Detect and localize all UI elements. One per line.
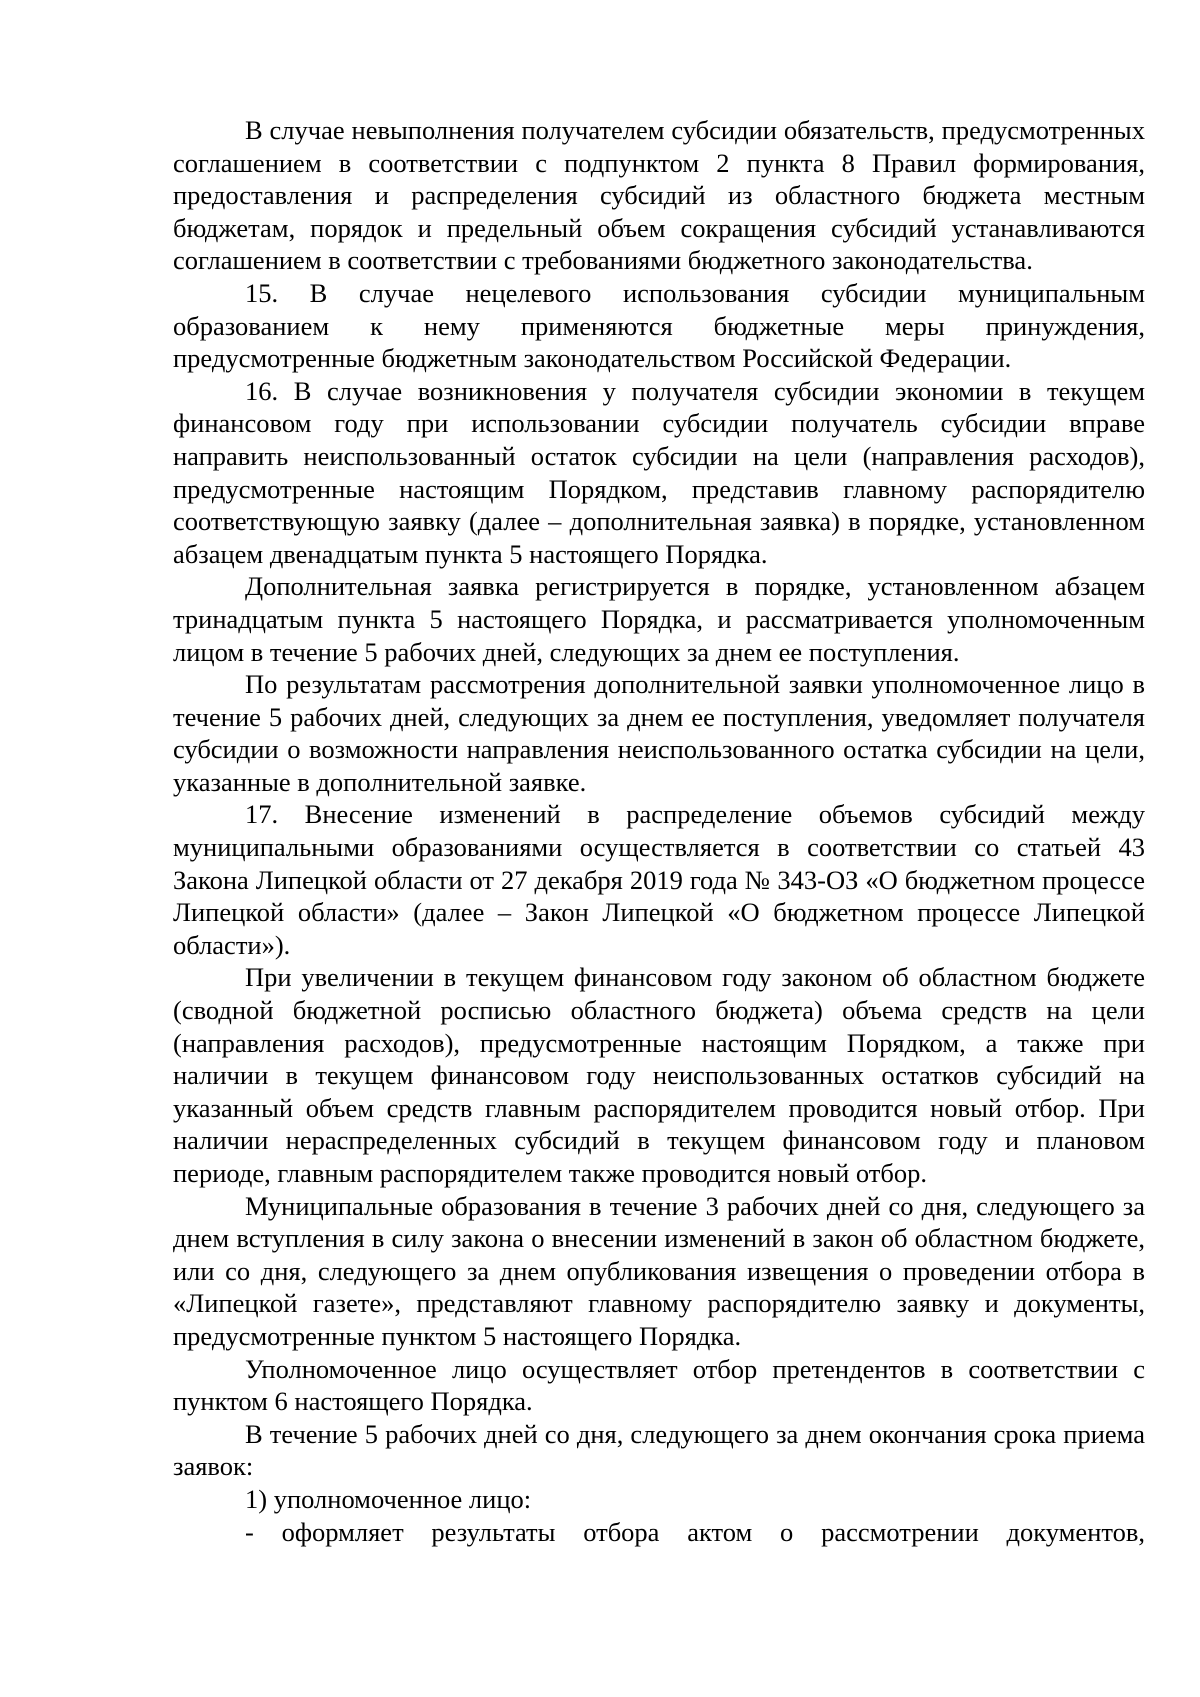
- paragraph-selection-of-applicants: Уполномоченное лицо осуществляет отбор претендентов в соответствии с пунктом 6 настоящего Порядка.: [173, 1353, 1145, 1417]
- paragraph-additional-application: Дополнительная заявка регистрируется в порядке, установленном абзацем тринадцатым пункта 5 настоящего Порядка, и рассматривается уполномоченным лицом в течение 5 рабочих дней, следующих за днем ее поступления.: [173, 571, 1145, 667]
- paragraph-new-selection: При увеличении в текущем финансовом году законом об областном бюджете (сводной бюджетной росписью областного бюджета) объема средств на цели (направления расходов), предусмотренные настоящим Порядком, а также при наличии в текущем финансовом году неиспользованных остатков субсидий на указанный объем средств главным распорядителем проводится новый отбор. При наличии нераспределенных субсидий в текущем финансовом году и плановом периоде, главным распорядителем также проводится новый отбор.: [173, 962, 1145, 1188]
- paragraph-item-17: 17. Внесение изменений в распределение объемов субсидий между муниципальными образованиями осуществляется в соответствии со статьей 43 Закона Липецкой области от 27 декабря 2019 года № 343-ОЗ «О бюджетном процессе Липецкой области» (далее – Закон Липецкой «О бюджетном процессе Липецкой области»).: [173, 799, 1145, 960]
- paragraph-item-15: 15. В случае нецелевого использования субсидии муниципальным образованием к нему применяются бюджетные меры принуждения, предусмотренные бюджетным законодательством Российской Федерации.: [173, 277, 1145, 374]
- paragraph-municipal-applications: Муниципальные образования в течение 3 рабочих дней со дня, следующего за днем вступления в силу закона о внесении изменений в закон об областном бюджете, или со дня, следующего за днем опубликования извещения о проведении отбора в «Липецкой газете», представляют главному распорядителю заявку и документы, предусмотренные пунктом 5 настоящего Порядка.: [173, 1190, 1145, 1351]
- document-page: [173, 114, 1145, 1548]
- list-item-authorized-person: 1) уполномоченное лицо:: [245, 1483, 532, 1514]
- list-item-formalizes-results: - оформляет результаты отбора актом о рассмотрении документов,: [245, 1516, 1145, 1547]
- paragraph-item-16: 16. В случае возникновения у получателя субсидии экономии в текущем финансовом году при использовании субсидии получатель субсидии вправе направить неиспользованный остаток субсидии на цели (направления расходов), предусмотренные настоящим Порядком, представив главному распорядителю соответствующую заявку (далее – дополнительная заявка) в порядке, установленном абзацем двенадцатым пункта 5 настоящего Порядка.: [173, 375, 1145, 569]
- paragraph-within-5-days: В течение 5 рабочих дней со дня, следующего за днем окончания срока приема заявок:: [173, 1418, 1145, 1482]
- paragraph-subsidy-obligations: В случае невыполнения получателем субсидии обязательств, предусмотренных соглашением в соответствии с подпунктом 2 пункта 8 Правил формирования, предоставления и распределения субсидий из областного бюджета местным бюджетам, порядок и предельный объем сокращения субсидий устанавливаются соглашением в соответствии с требованиями бюджетного законодательства.: [173, 115, 1145, 276]
- paragraph-review-results: По результатам рассмотрения дополнительной заявки уполномоченное лицо в течение 5 рабочих дней, следующих за днем ее поступления, уведомляет получателя субсидии о возможности направления неиспользованного остатка субсидии на цели, указанные в дополнительной заявке.: [173, 669, 1145, 797]
